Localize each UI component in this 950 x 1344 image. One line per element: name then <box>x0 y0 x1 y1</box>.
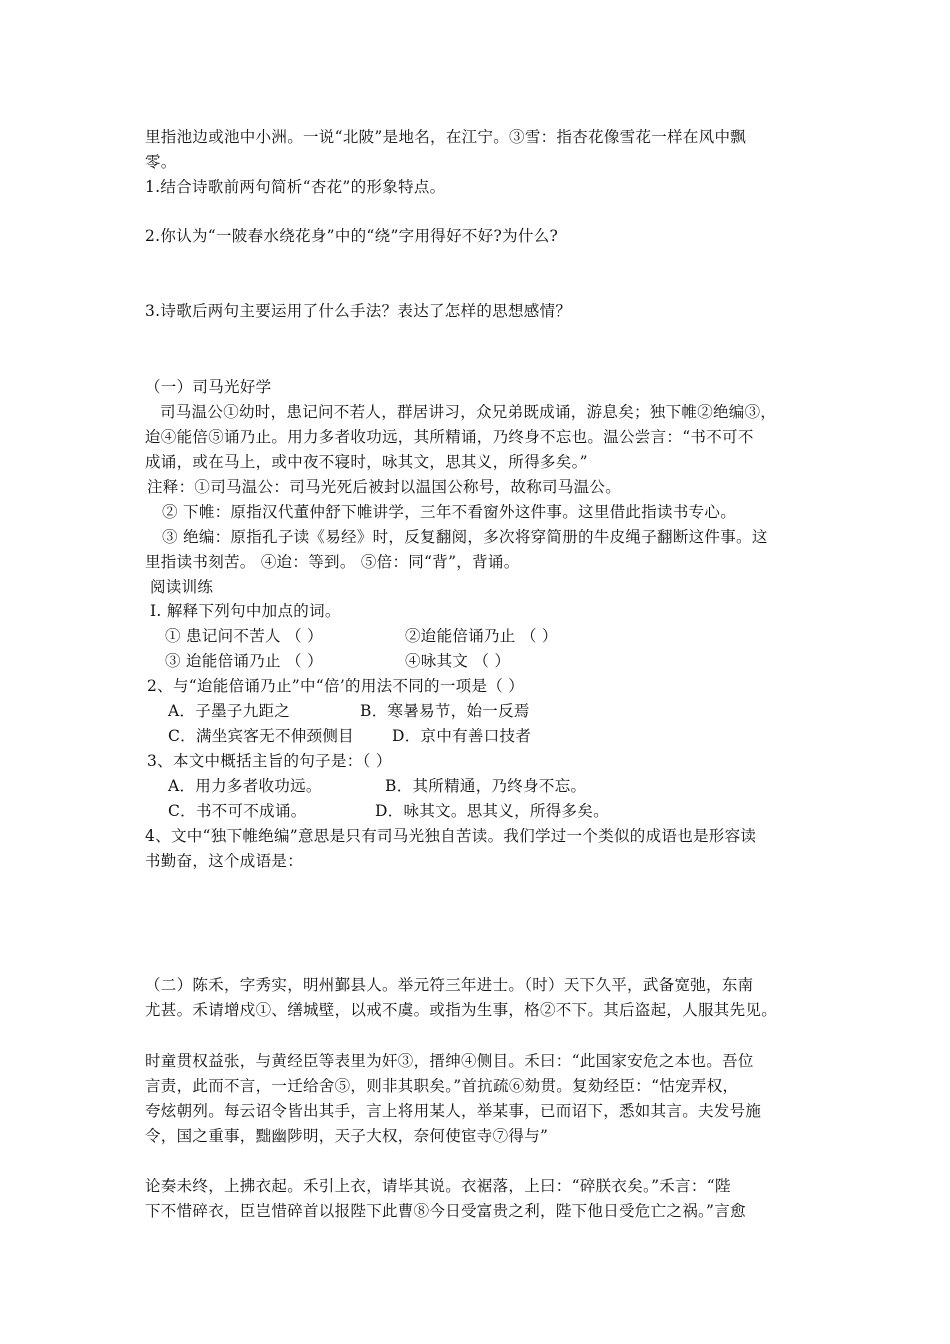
passage1-title: （一）司马光好学 <box>145 378 272 396</box>
exercise-2-option-c: C．满坐宾客无不伸颈侧目 <box>168 727 354 745</box>
passage2-para1-line-1: （二）陈禾，字秀实，明州鄞县人。举元符三年进士。（时）天下久平，武备宽弛，东南 <box>145 976 754 994</box>
exercise-3-option-a: A．用力多者收功远。 <box>168 777 322 795</box>
exercise-2-stem: 2、与“迨能倍诵乃止”中“倍’的用法不同的一项是（ ） <box>147 677 525 695</box>
intro-line-1: 里指池边或池中小洲。一说“北陂”是地名，在江宁。③雪：指杏花像雪花一样在风中飘 <box>145 128 747 146</box>
passage1-text-line-2: 迨④能倍⑤诵乃止。用力多者收功远，其所精诵，乃终身不忘也。温公尝言：“书不可不 <box>145 428 754 446</box>
exercise-2-option-b: B．寒暑易节，始一反焉 <box>360 702 530 720</box>
passage2-para2-line-1: 时童贯权益张，与黄经臣等表里为奸③，搢绅④侧目。禾曰：“此国家安危之本也。吾位 <box>145 1052 754 1070</box>
passage2-para3-line-1: 论奏未终，上拂衣起。禾引上衣，请毕其说。衣裾落，上曰：“碎朕衣矣。”禾言：“陛 <box>145 1177 731 1195</box>
exercise-2-option-a: A．子墨子九距之 <box>168 702 291 720</box>
note-3-line-2: 里指读书刻苦。 ④迨：等到。 ⑤倍：同“背”，背诵。 <box>145 553 520 571</box>
exercise-1-item-3: ③ 迨能倍诵乃止 （ ） <box>165 652 323 670</box>
exercise-3-option-d: D．咏其文。思其义，所得多矣。 <box>375 802 609 820</box>
exercise-1-item-4: ④咏其文 （ ） <box>405 652 511 670</box>
note-2: ② 下帷：原指汉代董仲舒下帷讲学，三年不看窗外这件事。这里借此指读书专心。 <box>162 503 737 521</box>
note-3-line-1: ③ 绝编：原指孔子读《易经》时，反复翻阅，多次将穿简册的牛皮绳子翻断这件事。这 <box>162 528 768 546</box>
exercise-1-stem: I. 解释下列句中加点的词。 <box>150 602 341 620</box>
poem-question-3: 3.诗歌后两句主要运用了什么手法？表达了怎样的思想感情？ <box>145 302 572 320</box>
exercise-1-item-2: ②迨能倍诵乃止 （ ） <box>405 627 558 645</box>
intro-line-2: 零。 <box>145 153 177 171</box>
exercise-3-option-b: B．其所精通，乃终身不忘。 <box>385 777 587 795</box>
passage2-para3-line-2: 下不惜碎衣，臣岂惜碎首以报陛下此曹⑧今日受富贵之利，陛下他日受危亡之祸。”言愈 <box>145 1202 746 1220</box>
exercise-2-option-d: D．京中有善口技者 <box>392 727 532 745</box>
exercise-4-line-1: 4、文中“独下帷绝编”意思是只有司马光独自苦读。我们学过一个类似的成语也是形容读 <box>145 827 757 845</box>
passage1-text-line-1: 司马温公①幼时，患记问不若人，群居讲习，众兄弟既成诵，游息矣；独下帷②绝编③， <box>160 403 777 421</box>
poem-question-1: 1.结合诗歌前两句简析“杏花”的形象特点。 <box>145 178 446 196</box>
passage2-para2-line-4: 令，国之重事，黜幽陟明，天子大权，奈何使宦寺⑦得与” <box>145 1127 549 1145</box>
exercise-title: 阅读训练 <box>150 578 214 596</box>
passage2-para2-line-2: 言责，此而不言，一迁给舍⑤，则非其职矣。”首抗疏⑥劾贯。复劾经臣：“怙宠弄权， <box>145 1077 739 1095</box>
exercise-4-line-2: 书勤奋，这个成语是： <box>145 852 304 870</box>
passage2-para1-line-2: 尤甚。禾请增戍①、缮城壁，以戒不虞。或指为生事，格②不下。其后盗起，人服其先见。 <box>145 1001 778 1019</box>
exercise-3-option-c: C．书不可不成诵。 <box>168 802 307 820</box>
exercise-1-item-1: ① 患记问不苦人 （ ） <box>165 627 323 645</box>
poem-question-2: 2.你认为“一陂春水绕花身”中的“绕”字用得好不好?为什么? <box>145 227 559 245</box>
note-1: 注释：①司马温公：司马光死后被封以温国公称号，故称司马温公。 <box>147 478 622 496</box>
exercise-3-stem: 3、本文中概括主旨的句子是：（ ） <box>147 752 392 770</box>
passage1-text-line-3: 成诵，或在马上，或中夜不寝时，咏其文，思其义，所得多矣。” <box>145 453 588 471</box>
passage2-para2-line-3: 夸炫朝列。每云诏令皆出其手，言上将用某人，举某事，已而诏下，悉如其言。夫发号施 <box>145 1102 762 1120</box>
